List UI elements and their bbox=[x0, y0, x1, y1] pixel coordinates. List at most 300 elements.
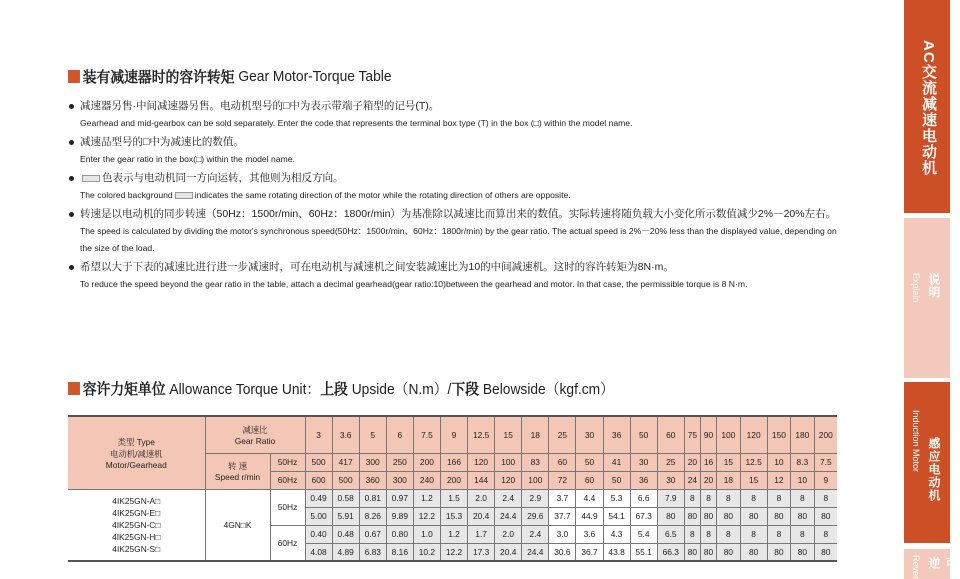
speed-cell bbox=[684, 471, 700, 489]
ratio-value: 12.5 bbox=[472, 429, 490, 440]
tab-label-en: Explain bbox=[911, 273, 921, 303]
speed-value: 15 bbox=[723, 457, 734, 467]
torque-value: 6.5 bbox=[664, 529, 677, 539]
torque-value: 2.0 bbox=[502, 529, 515, 539]
ratio-header bbox=[205, 416, 305, 453]
torque-cell bbox=[767, 525, 790, 543]
speed-cell bbox=[305, 471, 332, 489]
speed-value: 30 bbox=[666, 475, 676, 485]
torque-value: 8 bbox=[776, 529, 782, 539]
torque-value: 80 bbox=[687, 546, 698, 557]
speed-cell bbox=[413, 471, 440, 489]
ratio-cell bbox=[630, 416, 657, 453]
ratio-value: 25 bbox=[557, 429, 568, 440]
torque-value: 8.16 bbox=[391, 546, 408, 557]
speed-cell bbox=[549, 471, 576, 489]
torque-value: 7.9 bbox=[664, 493, 677, 503]
tab-label-cn: 可逆 bbox=[927, 557, 958, 570]
speed-cell bbox=[386, 453, 413, 471]
ratio-cell bbox=[495, 416, 522, 453]
speed-cell bbox=[359, 471, 386, 489]
speed-value: 41 bbox=[611, 457, 622, 467]
note-4-en: The speed is calculated by dividing the motor's synchronous speed(50Hz：1500r/min、60Hz：1800r/min) by the gear ratio. The actual speed is 2%－20% less than the displayed value, depending on the size of the load. bbox=[80, 226, 837, 253]
speed-cell bbox=[495, 453, 522, 471]
notes-list bbox=[68, 97, 848, 294]
speed-cell bbox=[740, 471, 767, 489]
torque-value: 2.9 bbox=[529, 493, 542, 503]
speed-value: 16 bbox=[703, 457, 714, 467]
side-tab-3[interactable] bbox=[904, 549, 958, 579]
torque-value: 9.89 bbox=[391, 511, 408, 521]
torque-value: 8 bbox=[776, 493, 782, 503]
speed-cell bbox=[386, 471, 413, 489]
torque-value: 80 bbox=[774, 546, 784, 557]
speed-value: 300 bbox=[365, 457, 380, 467]
torque-cell bbox=[767, 543, 790, 561]
torque-cell bbox=[700, 543, 716, 561]
speed-cell bbox=[522, 471, 549, 489]
torque-value: 0.49 bbox=[310, 493, 327, 503]
torque-cell bbox=[684, 525, 700, 543]
speed-value: 8.3 bbox=[796, 457, 809, 467]
speed-value: 83 bbox=[530, 457, 540, 467]
torque-cell bbox=[684, 489, 700, 507]
speed-cell bbox=[657, 453, 684, 471]
hz-cell bbox=[270, 489, 305, 525]
torque-value: 0.48 bbox=[337, 529, 354, 539]
torque-cell bbox=[740, 507, 767, 525]
speed-value: 240 bbox=[419, 475, 434, 485]
torque-value: 17.3 bbox=[472, 546, 490, 557]
torque-cell bbox=[305, 507, 332, 525]
torque-value: 12.2 bbox=[445, 546, 463, 557]
torque-value: 2.0 bbox=[475, 493, 487, 503]
torque-value: 4.89 bbox=[337, 546, 354, 557]
speed-value: 24 bbox=[687, 475, 698, 485]
torque-value: 5.91 bbox=[337, 511, 354, 521]
t4: Upside（N.m）/ bbox=[351, 381, 452, 398]
torque-value: 8 bbox=[751, 493, 756, 503]
torque-cell bbox=[791, 525, 814, 543]
t2: Allowance Torque Unit： bbox=[169, 381, 321, 398]
motor-model: 4IK25GN-E□ bbox=[112, 507, 161, 518]
side-tab-2[interactable] bbox=[904, 382, 950, 543]
torque-cell bbox=[495, 525, 522, 543]
title-marker-icon bbox=[68, 70, 80, 83]
torque-value: 8.26 bbox=[364, 511, 381, 521]
torque-value: 54.1 bbox=[608, 511, 625, 521]
speed-cell bbox=[440, 453, 467, 471]
section-title-torque-table bbox=[68, 66, 392, 87]
hz-label: 60Hz bbox=[277, 537, 298, 548]
speed-value: 120 bbox=[474, 457, 489, 467]
speed-value: 100 bbox=[528, 475, 543, 485]
motor-model: 4IK25GN-S□ bbox=[112, 543, 161, 554]
ratio-cell bbox=[791, 416, 814, 453]
motor-model: 4IK25GN-A□ bbox=[112, 495, 161, 506]
motor-models bbox=[68, 489, 205, 561]
torque-cell bbox=[684, 507, 700, 525]
speed-cell bbox=[305, 453, 332, 471]
torque-value: 0.40 bbox=[310, 529, 327, 539]
speed-value: 60 bbox=[584, 475, 595, 485]
ratio-value: 30 bbox=[584, 429, 595, 440]
ratio-value: 5 bbox=[370, 429, 376, 440]
ratio-cell bbox=[657, 416, 684, 453]
speed-value: 9 bbox=[823, 475, 829, 485]
torque-cell bbox=[332, 525, 359, 543]
torque-value: 6.83 bbox=[364, 546, 381, 557]
tab-label-en: Rever bbox=[911, 555, 921, 579]
ratio-cell bbox=[386, 416, 413, 453]
gearhead-cell bbox=[205, 489, 270, 561]
torque-cell bbox=[468, 525, 495, 543]
torque-cell bbox=[359, 543, 386, 561]
speed-cell bbox=[576, 471, 603, 489]
torque-cell bbox=[700, 525, 716, 543]
speed-cell bbox=[814, 453, 837, 471]
speed-value: 12 bbox=[774, 475, 784, 485]
speed-value: 250 bbox=[392, 457, 407, 467]
speed-value: 300 bbox=[392, 475, 407, 485]
speed-value: 100 bbox=[501, 457, 516, 467]
torque-cell bbox=[359, 489, 386, 507]
torque-value: 2.4 bbox=[502, 493, 515, 503]
torque-value: 4.3 bbox=[610, 529, 623, 539]
speed-cell bbox=[700, 471, 716, 489]
note-1-cn: 减速器另售·中间减速器另售。电动机型号的□中为表示带端子箱型的记号(T)。 bbox=[68, 97, 848, 115]
type-header bbox=[68, 416, 205, 489]
torque-cell bbox=[767, 507, 790, 525]
ratio-value: 7.5 bbox=[421, 429, 433, 440]
speed-cell bbox=[767, 471, 790, 489]
speed-cell bbox=[740, 453, 767, 471]
speed-cell bbox=[657, 471, 684, 489]
torque-cell bbox=[603, 489, 630, 507]
note-5-en: To reduce the speed beyond the gear ratio in the table, attach a decimal gearhead(gear ratio:10)between the gearhead and motor. In that case, the permissible torque is 8 N·m. bbox=[80, 279, 748, 289]
hz-cell bbox=[270, 525, 305, 561]
ratio-value: 75 bbox=[687, 429, 698, 440]
torque-value: 8 bbox=[726, 493, 731, 503]
ratio-cell bbox=[684, 416, 700, 453]
torque-cell bbox=[630, 507, 657, 525]
torque-cell bbox=[440, 525, 467, 543]
speed-cell bbox=[468, 471, 495, 489]
torque-cell bbox=[740, 525, 767, 543]
ratio-cell bbox=[576, 416, 603, 453]
torque-value: 0.97 bbox=[391, 493, 408, 503]
torque-value: 80 bbox=[687, 511, 698, 521]
ratio-cell bbox=[717, 416, 740, 453]
speed-cell bbox=[332, 471, 359, 489]
speed-en: Speed r/min bbox=[214, 472, 261, 482]
torque-value: 8 bbox=[800, 529, 805, 539]
t1: 容许力矩单位 bbox=[82, 381, 166, 398]
torque-cell bbox=[440, 507, 467, 525]
speed-cell bbox=[717, 471, 740, 489]
torque-cell bbox=[740, 543, 767, 561]
note-2-cn: 减速品型号的□中为减速比的数值。 bbox=[68, 133, 848, 151]
torque-cell bbox=[700, 489, 716, 507]
speed-value: 360 bbox=[365, 475, 380, 485]
torque-value: 80 bbox=[723, 511, 734, 521]
t6: Belowside（kgf.cm） bbox=[482, 381, 614, 398]
section-title-allowance-torque bbox=[68, 378, 614, 399]
speed-cell bbox=[522, 453, 549, 471]
ratio-cell bbox=[740, 416, 767, 453]
torque-value: 0.67 bbox=[364, 529, 381, 539]
torque-value: 20.4 bbox=[500, 546, 517, 557]
side-tab-1[interactable] bbox=[904, 218, 950, 378]
torque-value: 37.7 bbox=[554, 511, 571, 521]
speed-value: 500 bbox=[311, 457, 326, 467]
ratio-value: 36 bbox=[611, 429, 622, 440]
color-swatch bbox=[175, 192, 193, 199]
speed-cell bbox=[468, 453, 495, 471]
torque-value: 80 bbox=[723, 546, 734, 557]
torque-cell bbox=[468, 507, 495, 525]
torque-value: 66.3 bbox=[662, 546, 679, 557]
torque-value: 80 bbox=[821, 511, 831, 521]
torque-cell bbox=[791, 489, 814, 507]
torque-value: 8 bbox=[823, 493, 829, 503]
torque-value: 29.6 bbox=[527, 511, 544, 521]
torque-cell bbox=[359, 507, 386, 525]
speed-value: 30 bbox=[639, 457, 649, 467]
speed-cell bbox=[440, 471, 467, 489]
torque-cell bbox=[740, 489, 767, 507]
speed-cell bbox=[791, 471, 814, 489]
speed-value: 600 bbox=[311, 475, 326, 485]
ratio-cell bbox=[549, 416, 576, 453]
torque-value: 2.4 bbox=[529, 529, 542, 539]
torque-cell bbox=[522, 489, 549, 507]
torque-cell bbox=[549, 525, 576, 543]
torque-cell bbox=[332, 543, 359, 561]
note-3-en-a: The colored background bbox=[80, 190, 173, 200]
torque-cell bbox=[717, 543, 740, 561]
torque-value: 0.80 bbox=[391, 529, 408, 539]
ratio-cell bbox=[359, 416, 386, 453]
speed-header bbox=[205, 453, 270, 489]
torque-value: 8 bbox=[726, 529, 731, 539]
ratio-en: Gear Ratio bbox=[234, 435, 276, 446]
ratio-value: 100 bbox=[721, 429, 736, 440]
torque-cell bbox=[700, 507, 716, 525]
torque-cell bbox=[468, 489, 495, 507]
torque-cell bbox=[630, 489, 657, 507]
torque-value: 80 bbox=[748, 546, 759, 557]
speed-value: 120 bbox=[501, 475, 516, 485]
torque-cell bbox=[549, 489, 576, 507]
hz-cell bbox=[270, 453, 305, 471]
torque-value: 1.0 bbox=[421, 529, 433, 539]
torque-value: 8 bbox=[706, 529, 711, 539]
speed-value: 36 bbox=[639, 475, 649, 485]
tab-label: AC交流减速电动机 bbox=[920, 40, 937, 176]
torque-cell bbox=[386, 507, 413, 525]
speed-value: 50 bbox=[611, 475, 622, 485]
torque-cell bbox=[791, 507, 814, 525]
speed-cell bbox=[767, 453, 790, 471]
torque-value: 24.4 bbox=[500, 511, 517, 521]
torque-cell bbox=[576, 489, 603, 507]
torque-value: 80 bbox=[748, 511, 759, 521]
speed-cell bbox=[413, 453, 440, 471]
torque-cell bbox=[657, 507, 684, 525]
torque-value: 3.0 bbox=[556, 529, 569, 539]
torque-cell bbox=[305, 489, 332, 507]
torque-value: 15.3 bbox=[445, 511, 463, 521]
speed-value: 10 bbox=[797, 475, 808, 485]
note-3-cn bbox=[68, 169, 848, 187]
torque-value: 8 bbox=[751, 529, 756, 539]
speed-value: 20 bbox=[687, 457, 698, 467]
speed-cell bbox=[495, 471, 522, 489]
note-5-cn: 希望以大于下表的减速比进行进一步减速时，可在电动机与减速机之间安装减速比为10的中间减速机。这时的容许转矩为8N·m。 bbox=[68, 258, 848, 276]
torque-cell bbox=[332, 507, 359, 525]
ratio-cell bbox=[305, 416, 332, 453]
torque-cell bbox=[814, 525, 837, 543]
speed-value: 15 bbox=[748, 475, 759, 485]
speed-value: 18 bbox=[723, 475, 734, 485]
speed-value: 50 bbox=[584, 457, 595, 467]
speed-cell bbox=[717, 453, 740, 471]
torque-cell bbox=[305, 525, 332, 543]
torque-row bbox=[68, 489, 837, 507]
note-1-en: Gearhead and mid-gearbox can be sold separately. Enter the code that represents the terminal box type (T) in the box (□) within the model name. bbox=[80, 118, 633, 128]
ratio-value: 120 bbox=[746, 429, 761, 440]
torque-value: 1.7 bbox=[475, 529, 487, 539]
torque-value: 1.2 bbox=[448, 529, 460, 539]
title-en: Gear Motor-Torque Table bbox=[238, 68, 392, 85]
torque-cell bbox=[657, 489, 684, 507]
torque-value: 30.6 bbox=[554, 546, 571, 557]
side-tab-0[interactable] bbox=[904, 0, 950, 213]
speed-value: 500 bbox=[338, 475, 353, 485]
torque-cell bbox=[413, 489, 440, 507]
torque-cell bbox=[657, 525, 684, 543]
speed-cell bbox=[814, 471, 837, 489]
torque-cell bbox=[717, 507, 740, 525]
ratio-value: 3.6 bbox=[339, 429, 352, 440]
torque-cell bbox=[630, 543, 657, 561]
torque-value: 8 bbox=[690, 529, 695, 539]
note-2-en: Enter the gear ratio in the box(□) within the model name. bbox=[80, 154, 295, 164]
torque-cell bbox=[576, 543, 603, 561]
speed-cn: 转 速 bbox=[227, 461, 248, 471]
motor-model: 4IK25GN-H□ bbox=[112, 531, 161, 542]
torque-value: 20.4 bbox=[472, 511, 490, 521]
torque-value: 1.5 bbox=[448, 493, 460, 503]
torque-value: 67.3 bbox=[635, 511, 652, 521]
torque-cell bbox=[495, 543, 522, 561]
ratio-value: 200 bbox=[818, 429, 833, 440]
speed-value: 72 bbox=[557, 475, 568, 485]
speed-cell bbox=[684, 453, 700, 471]
torque-value: 4.08 bbox=[310, 546, 327, 557]
torque-value: 0.81 bbox=[364, 493, 381, 503]
header-row-ratio bbox=[68, 416, 837, 453]
torque-cell bbox=[657, 543, 684, 561]
ratio-value: 6 bbox=[397, 429, 403, 440]
torque-cell bbox=[576, 525, 603, 543]
motor-gearhead-en: Motor/Gearhead bbox=[105, 459, 167, 470]
torque-value: 3.6 bbox=[583, 529, 596, 539]
torque-value: 3.7 bbox=[556, 493, 569, 503]
speed-value: 60 bbox=[557, 457, 568, 467]
torque-cell bbox=[359, 525, 386, 543]
title-marker-icon bbox=[68, 382, 80, 395]
ratio-value: 180 bbox=[795, 429, 810, 440]
ratio-cell bbox=[413, 416, 440, 453]
motor-model: 4IK25GN-C□ bbox=[112, 519, 161, 530]
torque-table bbox=[68, 415, 837, 562]
speed-value: 25 bbox=[666, 457, 676, 467]
ratio-cell bbox=[332, 416, 359, 453]
tab-label-en: Induction Motor bbox=[911, 410, 921, 473]
torque-value: 4.4 bbox=[583, 493, 596, 503]
note-3-en-b: indicates the same rotating direction of the motor while the rotating direction of others are opposite. bbox=[194, 190, 571, 200]
ratio-cell bbox=[468, 416, 495, 453]
torque-value: 12.2 bbox=[418, 511, 436, 521]
speed-cell bbox=[630, 471, 657, 489]
speed-cell bbox=[700, 453, 716, 471]
torque-cell bbox=[603, 543, 630, 561]
torque-value: 80 bbox=[797, 546, 808, 557]
title-cn: 装有减速器时的容许转矩 bbox=[82, 69, 235, 86]
speed-value: 166 bbox=[447, 457, 461, 467]
tab-label-cn: 感应电动机 bbox=[927, 437, 941, 502]
speed-cell bbox=[630, 453, 657, 471]
torque-value: 80 bbox=[666, 511, 676, 521]
note-3-cn-text: 色表示与电动机同一方向运转，其他则为相反方向。 bbox=[102, 172, 344, 184]
speed-cell bbox=[791, 453, 814, 471]
torque-value: 8 bbox=[823, 529, 829, 539]
t3: 上段 bbox=[320, 381, 348, 398]
gearhead-model: 4GN□K bbox=[223, 519, 252, 530]
torque-cell bbox=[440, 489, 467, 507]
torque-cell bbox=[413, 507, 440, 525]
torque-cell bbox=[549, 543, 576, 561]
hz-cell bbox=[270, 471, 305, 489]
torque-value: 0.58 bbox=[337, 493, 354, 503]
torque-value: 44.9 bbox=[581, 511, 598, 521]
torque-cell bbox=[522, 507, 549, 525]
torque-value: 8 bbox=[706, 493, 711, 503]
torque-value: 1.2 bbox=[421, 493, 433, 503]
torque-cell bbox=[717, 489, 740, 507]
torque-cell bbox=[630, 525, 657, 543]
ratio-cell bbox=[522, 416, 549, 453]
hz50: 50Hz bbox=[277, 457, 298, 467]
torque-value: 80 bbox=[703, 546, 714, 557]
torque-cell bbox=[576, 507, 603, 525]
speed-value: 10 bbox=[774, 457, 784, 467]
note-3-en bbox=[68, 187, 848, 204]
speed-value: 20 bbox=[703, 475, 714, 485]
speed-value: 12.5 bbox=[745, 457, 762, 467]
torque-cell bbox=[603, 525, 630, 543]
torque-cell bbox=[549, 507, 576, 525]
ratio-value: 50 bbox=[639, 429, 649, 440]
torque-value: 5.4 bbox=[637, 529, 650, 539]
ratio-value: 90 bbox=[703, 429, 714, 440]
speed-value: 417 bbox=[338, 457, 353, 467]
ratio-value: 18 bbox=[530, 429, 540, 440]
torque-cell bbox=[814, 507, 837, 525]
ratio-value: 15 bbox=[503, 429, 513, 440]
